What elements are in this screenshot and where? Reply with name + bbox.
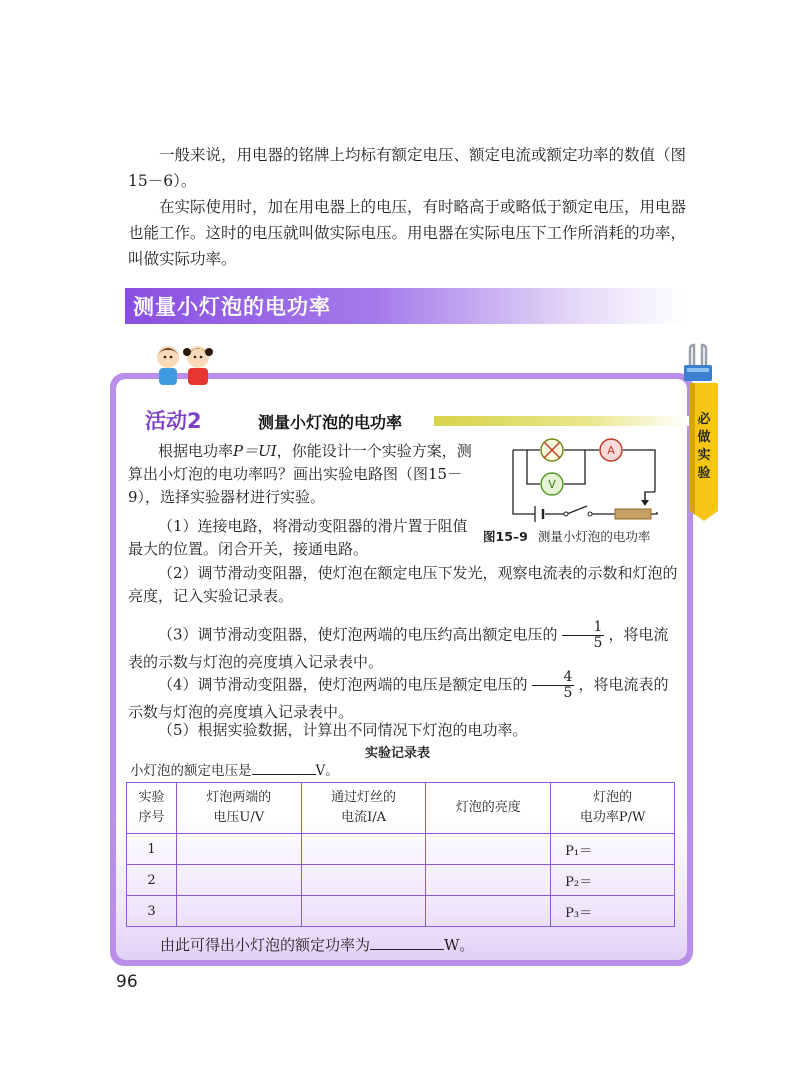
binder-clip-icon [681, 343, 715, 385]
table-header-row [127, 783, 675, 834]
intro-paragraph-1: 一般来说，用电器的铭牌上均标有额定电压、额定电流或额定功率的数值（图15－6）。 [128, 146, 687, 190]
header-voltage: 灯泡两端的 电压U/V [176, 783, 301, 834]
table-row: 3 P₃＝ [127, 896, 675, 927]
header-trial: 实验 序号 [127, 783, 177, 834]
activity-intro: 根据电功率P＝UI，你能设计一个实验方案，测算出小灯泡的电功率吗？画出实验电路图（图15－9），选择实验器材进行实验。 [128, 442, 472, 506]
header-power: 灯泡的 电功率P/W [551, 783, 675, 834]
rated-voltage-line: 小灯泡的额定电压是 V。 [130, 759, 339, 779]
svg-text:V: V [548, 478, 556, 491]
record-table-title: 实验记录表 [365, 746, 431, 761]
activity-title: 测量小灯泡的电功率 [258, 413, 403, 432]
rated-power-blank[interactable] [370, 935, 444, 950]
circuit-diagram [505, 432, 665, 527]
intro-paragraph-2: 在实际使用时，加在用电器上的电压，有时略高于或略低于额定电压，用电器也能工作。这时的电压就叫做实际电压。用电器在实际电压下工作所消耗的功率，叫做实际功率。 [128, 198, 687, 268]
children-illustration [150, 343, 220, 385]
fraction-one-fifth: $\frac{1}{5}$ [562, 620, 605, 651]
record-table [126, 782, 675, 927]
step-1: （1）连接电路，将滑动变阻器的滑片置于阻值最大的位置。闭合开关，接通电路。 [128, 517, 468, 558]
step-2: （2）调节滑动变阻器，使灯泡在额定电压下发光，观察电流表的示数和灯泡的亮度，记入实验记录表。 [128, 564, 678, 605]
fraction-four-fifths: $\frac{4}{5}$ [532, 670, 575, 701]
header-brightness: 灯泡的亮度 [426, 783, 551, 834]
required-experiment-label: 必做实验 [697, 412, 711, 481]
activity-label: 活动2 [145, 409, 202, 433]
page-number: 96 [116, 972, 138, 992]
svg-text:A: A [607, 444, 615, 457]
conclusion-line: 由此可得出小灯泡的额定功率为 W。 [160, 936, 475, 954]
activity-title-bar [434, 416, 689, 426]
step-3: （3）调节滑动变阻器，使灯泡两端的电压约高出额定电压的 $\frac{1}{5}$ ，将电流表的示数与灯泡的亮度填入记录表中。 [128, 619, 669, 671]
rated-voltage-blank[interactable] [252, 760, 316, 775]
table-row: 2 P₂＝ [127, 865, 675, 896]
table-row: 1 P₁＝ [127, 834, 675, 865]
section-title: 测量小灯泡的电功率 [133, 295, 331, 319]
step-4: （4）调节滑动变阻器，使灯泡两端的电压是额定电压的 $\frac{4}{5}$ ，将电流表的示数与灯泡的亮度填入记录表中。 [128, 669, 669, 721]
figure-caption: 图15–9 测量小灯泡的电功率 [483, 529, 651, 544]
header-current: 通过灯丝的 电流I/A [301, 783, 426, 834]
step-5: （5）根据实验数据，计算出不同情况下灯泡的电功率。 [158, 721, 528, 739]
